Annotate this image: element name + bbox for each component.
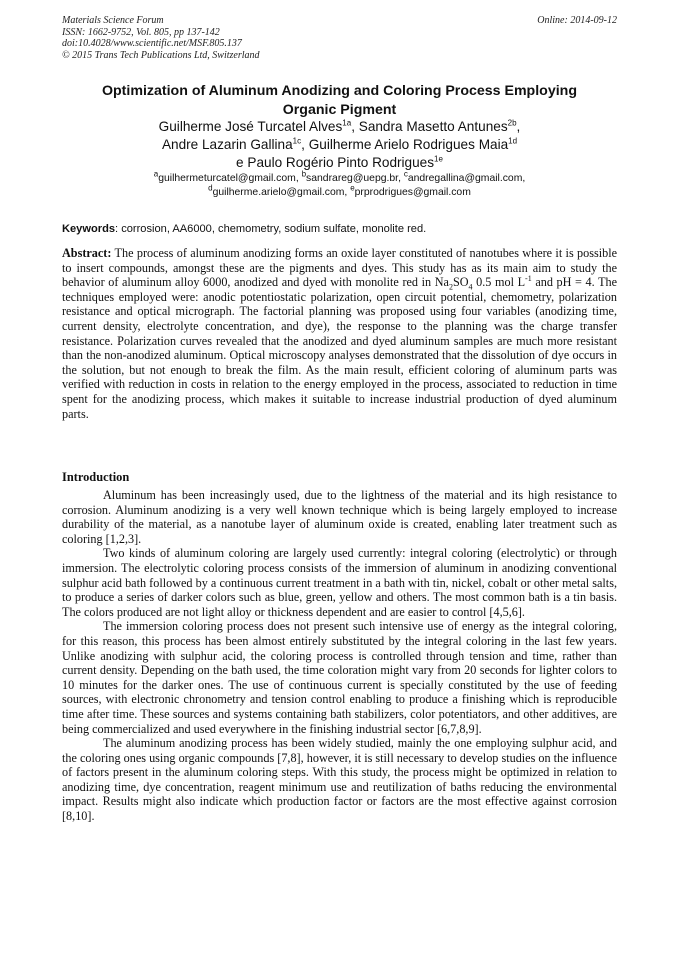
email-address: sandrareg@uepg.br bbox=[306, 173, 399, 184]
author-separator: , bbox=[516, 119, 521, 134]
introduction-paragraph: The immersion coloring process does not present such intensive use of energy as the integral coloring, for this reason, this process has been almost entirely substituted by the integral coloring in the last few years. Unlike anodizing with sulphur acid, the coloring process is controlled through tension and time, rather than current density. Depending on the bath used, the time coloration might vary from 20 seconds for lighter colors to 10 minutes for the darker ones. The use of continuous current is specially constituted by the use of feeding sources, with electronic chronometry and tension control enabling to produce a finishing which is reproducible time after time. These sources and systems containing bath stabilizers, color potentiators, and other additives, are being commercialized and used everywhere in the finishing industrial sector [6,7,8,9]. bbox=[62, 619, 617, 736]
introduction-paragraph: Two kinds of aluminum coloring are largely used currently: integral coloring (electrolytic) or through immersion. The electrolytic coloring process consists of the immersion of aluminum in anodizing conventional sulphur acid bath followed by a continuous current treatment in a bath with tin, nickel, cobalt or other metal salts, to produce a series of darker colors such as blue, green, yellow and others. The most common bath is a tin basis. The colors produced are not light alloy or thickness dependent and are easier to control [4,5,6]. bbox=[62, 546, 617, 619]
email-address: guilherme.arielo@gmail.com bbox=[212, 187, 345, 198]
author-line-2 bbox=[62, 136, 617, 154]
email-mark: c bbox=[403, 169, 408, 179]
journal-header bbox=[62, 15, 617, 61]
author-name: Andre Lazarin Gallina bbox=[161, 137, 293, 152]
author-line-3 bbox=[62, 154, 617, 172]
abstract-subscript: 4 bbox=[468, 282, 473, 292]
introduction-body bbox=[62, 488, 617, 824]
author-name: Sandra Masetto Antunes bbox=[358, 119, 508, 134]
abstract-superscript: -1 bbox=[525, 274, 532, 284]
abstract-label: Abstract: bbox=[62, 246, 112, 260]
author-affiliation: 1d bbox=[508, 136, 518, 146]
author-affiliation: 2b bbox=[507, 118, 517, 128]
author-affiliation: 1e bbox=[434, 154, 443, 164]
abstract bbox=[62, 246, 617, 421]
email-separator: , bbox=[344, 187, 351, 198]
author-affiliation: 1c bbox=[292, 136, 302, 146]
abstract-text-3: and pH = 4. The techniques employed were: anodic potentiostatic polarization, open circuit potential, chemometry, polarization resistance and optical micrograph. The factorial planning was proposed using four variables (anodizing time, current density, electrolyte concentration, and dye), the response to the planning was the charge transfer resistance. Polarization curves revealed that the anodized and dyed aluminum samples are much more resistant than the non-anodized aluminum. Optical microscopy analyses demonstrated that the dissolution of dye occurs in the solution, but not enough to break the film. As the main result, efficient coloring of aluminum parts was verified with reduction in costs in relation to the energy employed in the process, associated to reduction in time spent for the anodizing process, which makes it suitable to increase industrial production of dyed aluminum parts. bbox=[62, 275, 618, 421]
email-separator: , bbox=[522, 173, 526, 184]
email-line-2 bbox=[62, 183, 617, 200]
abstract-formula: SO bbox=[452, 275, 469, 290]
email-mark: b bbox=[301, 169, 307, 179]
email-address: andregallina@gmail.com bbox=[407, 173, 523, 184]
doi-line: doi:10.4028/www.scientific.net/MSF.805.137 bbox=[62, 38, 242, 49]
author-separator: , bbox=[351, 119, 359, 134]
author-line-1 bbox=[62, 118, 617, 136]
keywords bbox=[62, 222, 617, 236]
keywords-text: : corrosion, AA6000, chemometry, sodium sulfate, monolite red. bbox=[115, 223, 427, 235]
email-line-1 bbox=[62, 169, 617, 186]
online-date: Online: 2014-09-12 bbox=[537, 15, 617, 26]
title-line-2: Organic Pigment bbox=[282, 102, 397, 118]
abstract-text-2: 0.5 mol L bbox=[472, 275, 526, 290]
author-separator: , bbox=[301, 137, 309, 152]
journal-name: Materials Science Forum bbox=[62, 15, 164, 26]
introduction-paragraph: Aluminum has been increasingly used, due to the lightness of the material and its high resistance to corrosion. Aluminum anodizing is a very well known technique which is being largely employed to increase durability of the material, as a nanotube layer of aluminum oxide is created, enabling later treatment such as coloring [1,2,3]. bbox=[62, 488, 617, 546]
author-list bbox=[62, 118, 617, 172]
keywords-label: Keywords bbox=[62, 223, 116, 235]
email-separator: , bbox=[295, 173, 302, 184]
introduction-paragraph: The aluminum anodizing process has been widely studied, mainly the one employing sulphur acid, and the coloring ones using organic compounds [7,8], however, it is still necessary to develop studies on the influence of factors present in the aluminum coloring steps. With this study, the process might be optimized in relation to anodizing time, dye concentration, reagent minimum use and reutilization of baths reducing the environmental impact. Results might also indicate which production factor or factors are the most effective against corrosion [8,10]. bbox=[62, 736, 617, 824]
author-name: Guilherme José Turcatel Alves bbox=[158, 119, 343, 134]
email-mark: d bbox=[208, 183, 213, 193]
copyright-line: © 2015 Trans Tech Publications Ltd, Switzerland bbox=[62, 49, 260, 61]
abstract-subscript: 2 bbox=[448, 282, 453, 292]
issn-line: ISSN: 1662-9752, Vol. 805, pp 137-142 bbox=[62, 26, 220, 38]
email-list bbox=[62, 169, 617, 200]
email-address: guilhermeturcatel@gmail.com bbox=[158, 173, 296, 184]
abstract-text-1: The process of aluminum anodizing forms an oxide layer constituted of nanotubes where it is possible to insert compounds, amongst these are the pigments and dyes. This study has as its main aim to study the behavior of aluminum alloy 6000, anodized and dyed with monolite red in Na bbox=[62, 246, 617, 290]
email-separator: , bbox=[398, 173, 404, 184]
title-line-1: Optimization of Aluminum Anodizing and Coloring Process Employing bbox=[101, 83, 578, 99]
introduction-heading: Introduction bbox=[62, 470, 130, 484]
email-address: prprodrigues@gmail.com bbox=[354, 187, 471, 198]
paper-title bbox=[62, 82, 617, 120]
author-name: Guilherme Arielo Rodrigues Maia bbox=[308, 137, 509, 152]
email-mark: e bbox=[350, 183, 355, 193]
author-affiliation: 1a bbox=[342, 118, 352, 128]
email-mark: a bbox=[153, 169, 159, 179]
author-name: e Paulo Rogério Pinto Rodrigues bbox=[236, 155, 435, 170]
